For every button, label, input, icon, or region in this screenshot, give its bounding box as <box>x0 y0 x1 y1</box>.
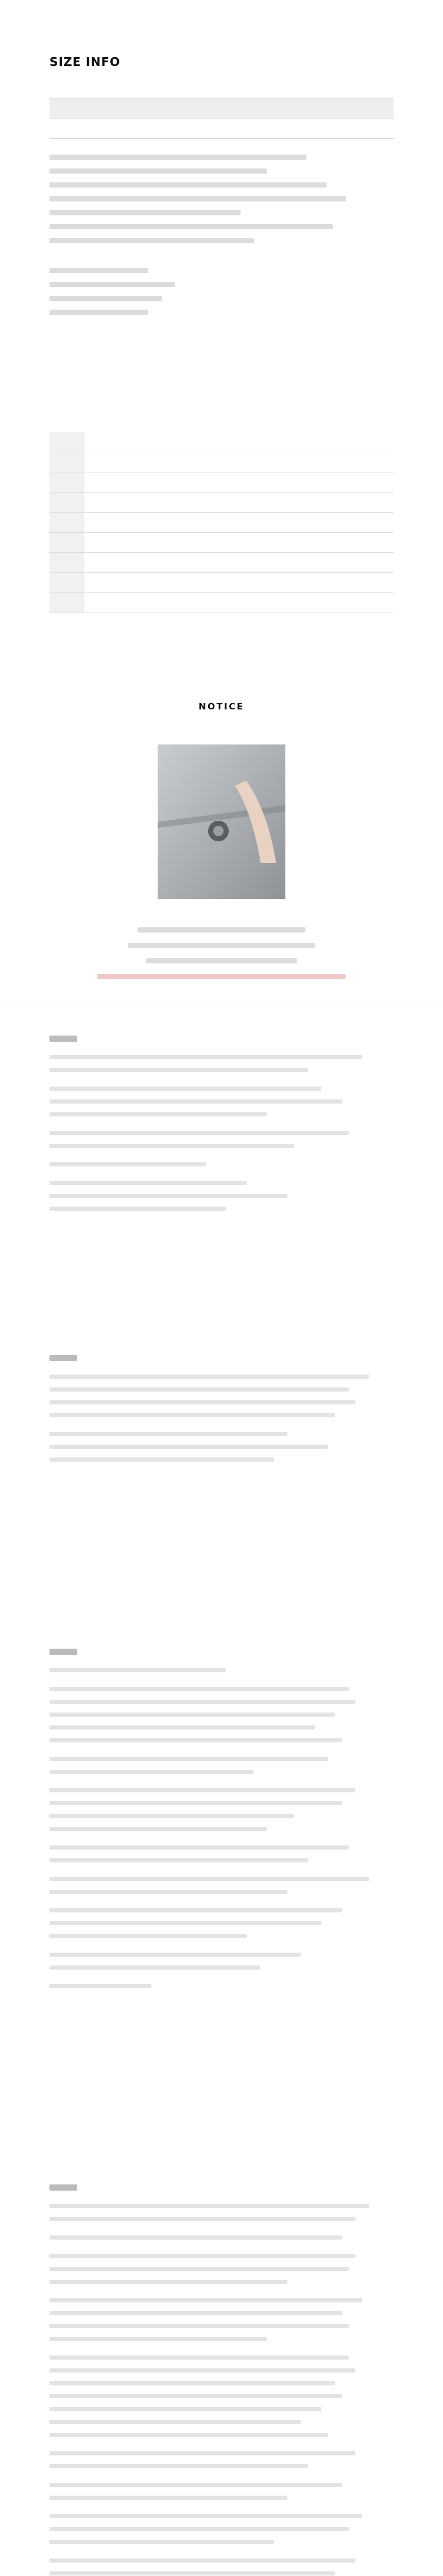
notice-text <box>0 927 443 989</box>
delivery-section <box>49 1649 389 2003</box>
size-table <box>49 98 394 139</box>
size-notes <box>49 155 379 252</box>
customer-center-section <box>49 1036 389 1225</box>
notice-title: NOTICE <box>198 702 245 712</box>
size-info-title: SIZE INFO <box>49 56 121 69</box>
exchange-return-section <box>49 2184 389 2576</box>
product-details <box>49 268 379 324</box>
notice-section <box>49 1355 389 1476</box>
spec-table <box>49 432 394 613</box>
garment-button-photo <box>158 744 285 899</box>
